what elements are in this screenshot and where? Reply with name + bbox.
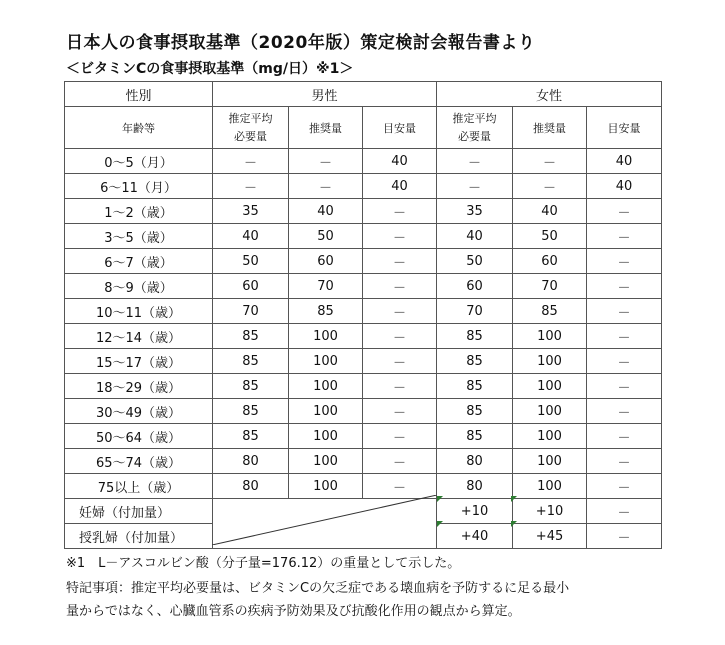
age-cell[interactable]: 15～17（歳） <box>65 349 213 374</box>
value-cell[interactable]: － <box>363 274 437 299</box>
value-cell[interactable]: 100 <box>289 399 363 424</box>
cell-marker-icon <box>511 496 517 502</box>
value-cell[interactable]: － <box>587 449 662 474</box>
value-cell[interactable]: － <box>437 174 513 199</box>
ear-line2: 必要量 <box>234 129 267 143</box>
table-row <box>65 399 662 424</box>
value-cell[interactable]: － <box>587 224 662 249</box>
value-cell[interactable]: 85 <box>437 399 513 424</box>
female-ai-header[interactable]: 目安量 <box>587 107 662 149</box>
value-cell[interactable]: 35 <box>213 199 289 224</box>
value-cell[interactable]: － <box>289 174 363 199</box>
special-note-line2: 量からではなく、心臓血管系の疾病予防効果及び抗酸化作用の観点から算定。 <box>66 604 521 619</box>
value-cell[interactable]: － <box>513 174 587 199</box>
value-cell[interactable]: 85 <box>213 349 289 374</box>
value-cell[interactable]: － <box>363 249 437 274</box>
value-cell[interactable]: 50 <box>213 249 289 274</box>
age-header[interactable]: 年齢等 <box>65 107 213 149</box>
value-cell[interactable]: 100 <box>289 424 363 449</box>
male-rda-header[interactable]: 推奨量 <box>289 107 363 149</box>
ear-line2: 必要量 <box>458 129 492 143</box>
age-cell[interactable]: 30～49（歳） <box>65 399 213 424</box>
value-cell[interactable]: － <box>363 424 437 449</box>
value-cell[interactable]: 100 <box>289 374 363 399</box>
value-cell[interactable]: 100 <box>513 449 587 474</box>
table-row <box>65 249 662 274</box>
value-cell[interactable]: － <box>213 174 289 199</box>
value-cell[interactable]: 50 <box>437 249 513 274</box>
age-cell[interactable]: 8～9（歳） <box>65 274 213 299</box>
age-cell[interactable]: 0～5（月） <box>65 149 213 174</box>
value-cell[interactable]: +10 <box>513 499 587 524</box>
age-cell[interactable]: 50～64（歳） <box>65 424 213 449</box>
cell-marker-icon <box>511 521 517 527</box>
cell-marker-icon <box>437 521 443 527</box>
header-row-sex <box>65 82 662 107</box>
value-cell[interactable]: 40 <box>213 224 289 249</box>
table-row <box>65 174 662 199</box>
value-cell[interactable]: 85 <box>437 324 513 349</box>
value-cell[interactable]: 100 <box>513 324 587 349</box>
value-cell[interactable]: － <box>587 424 662 449</box>
value-cell[interactable]: 40 <box>363 174 437 199</box>
female-header[interactable]: 女性 <box>437 82 662 107</box>
value-cell[interactable]: － <box>587 374 662 399</box>
value-cell[interactable]: 40 <box>363 149 437 174</box>
age-cell[interactable]: 10～11（歳） <box>65 299 213 324</box>
age-cell[interactable]: 6～7（歳） <box>65 249 213 274</box>
value-cell[interactable]: － <box>363 349 437 374</box>
value-cell[interactable]: 100 <box>289 449 363 474</box>
table-row <box>65 474 662 499</box>
footnote-1: ※1 L－アスコルビン酸（分子量=176.12）の重量として示した。 <box>66 556 461 571</box>
value-cell[interactable]: 70 <box>437 299 513 324</box>
female-rda-header[interactable]: 推奨量 <box>513 107 587 149</box>
value-cell[interactable]: 50 <box>289 224 363 249</box>
value-cell[interactable]: 60 <box>437 274 513 299</box>
value-cell[interactable]: － <box>363 449 437 474</box>
value-cell[interactable]: 40 <box>289 199 363 224</box>
value-cell[interactable]: － <box>363 474 437 499</box>
table-row <box>65 424 662 449</box>
value-cell[interactable]: － <box>587 199 662 224</box>
value-cell[interactable]: － <box>587 274 662 299</box>
value-cell[interactable]: 100 <box>289 474 363 499</box>
value-cell[interactable]: 85 <box>437 349 513 374</box>
value-cell[interactable]: 85 <box>513 299 587 324</box>
value-cell[interactable]: － <box>363 224 437 249</box>
sex-header[interactable]: 性別 <box>65 82 213 107</box>
value-cell[interactable]: 60 <box>289 249 363 274</box>
vitamin-c-table <box>64 81 662 549</box>
value-cell[interactable]: 85 <box>213 424 289 449</box>
value-cell[interactable]: 85 <box>213 399 289 424</box>
value-cell[interactable]: － <box>587 299 662 324</box>
value-cell[interactable]: 85 <box>437 424 513 449</box>
value-cell[interactable]: － <box>587 249 662 274</box>
value-cell[interactable]: 35 <box>437 199 513 224</box>
page-title: 日本人の食事摂取基準（2020年版）策定検討会報告書より <box>66 33 536 53</box>
value-cell[interactable]: － <box>363 374 437 399</box>
age-cell[interactable]: 3～5（歳） <box>65 224 213 249</box>
value-cell[interactable]: 70 <box>513 274 587 299</box>
ear-line1: 推定平均 <box>228 111 273 125</box>
value-cell[interactable]: +45 <box>513 524 587 549</box>
table-row <box>65 449 662 474</box>
value-cell[interactable]: +10 <box>437 499 513 524</box>
value-cell[interactable]: － <box>363 324 437 349</box>
age-cell[interactable]: 1～2（歳） <box>65 199 213 224</box>
value-cell[interactable]: 50 <box>513 224 587 249</box>
table-row <box>65 324 662 349</box>
value-cell[interactable]: 60 <box>513 249 587 274</box>
value-cell[interactable]: － <box>213 149 289 174</box>
value-cell[interactable]: 85 <box>289 299 363 324</box>
value-cell[interactable]: － <box>513 149 587 174</box>
value-cell[interactable]: 80 <box>213 474 289 499</box>
value-cell[interactable]: － <box>587 349 662 374</box>
value-cell[interactable]: 100 <box>513 349 587 374</box>
table-row <box>65 499 662 524</box>
table-row <box>65 274 662 299</box>
value-cell[interactable]: 100 <box>513 374 587 399</box>
value-cell[interactable]: － <box>363 399 437 424</box>
value-cell[interactable]: 85 <box>213 324 289 349</box>
cell-marker-icon <box>437 496 443 502</box>
table-subtitle: ＜ビタミンCの食事摂取基準（mg/日）※1＞ <box>66 61 354 77</box>
table-row <box>65 224 662 249</box>
value-cell[interactable]: 60 <box>213 274 289 299</box>
value-cell[interactable]: +40 <box>437 524 513 549</box>
value-cell[interactable]: － <box>587 399 662 424</box>
age-cell[interactable]: 65～74（歳） <box>65 449 213 474</box>
value-cell[interactable]: 85 <box>437 374 513 399</box>
value-cell[interactable]: － <box>289 149 363 174</box>
age-cell[interactable]: 12～14（歳） <box>65 324 213 349</box>
value-cell[interactable]: － <box>587 499 662 524</box>
value-cell[interactable]: － <box>437 149 513 174</box>
value-cell[interactable]: － <box>363 199 437 224</box>
female-ear-header[interactable] <box>437 107 513 149</box>
value-cell[interactable]: 40 <box>437 224 513 249</box>
table-row <box>65 299 662 324</box>
value-cell[interactable]: 100 <box>513 424 587 449</box>
value-cell[interactable]: 100 <box>289 324 363 349</box>
header-row-metrics <box>65 107 662 149</box>
extra-label-cell[interactable]: 授乳婦（付加量） <box>65 524 213 549</box>
value-cell[interactable]: 80 <box>213 449 289 474</box>
value-cell[interactable]: 100 <box>513 474 587 499</box>
age-cell[interactable]: 75以上（歳） <box>65 474 213 499</box>
ear-line1: 推定平均 <box>452 111 497 125</box>
table-row <box>65 374 662 399</box>
male-ai-header[interactable]: 目安量 <box>363 107 437 149</box>
age-cell[interactable]: 18～29（歳） <box>65 374 213 399</box>
table-row <box>65 149 662 174</box>
special-note-line1: 特記事項：推定平均必要量は、ビタミンCの欠乏症である壊血病を予防するに足る最小 <box>66 581 570 596</box>
value-cell[interactable]: － <box>587 524 662 549</box>
value-cell[interactable]: － <box>587 324 662 349</box>
value-cell[interactable]: 85 <box>213 374 289 399</box>
empty-merged-cell[interactable] <box>213 499 437 549</box>
value-cell[interactable]: － <box>587 474 662 499</box>
value-cell[interactable]: 70 <box>213 299 289 324</box>
value-cell[interactable]: － <box>363 299 437 324</box>
value-cell[interactable]: 40 <box>587 174 662 199</box>
value-cell[interactable]: 80 <box>437 474 513 499</box>
table-row <box>65 199 662 224</box>
table-row <box>65 349 662 374</box>
value-cell[interactable]: 40 <box>513 199 587 224</box>
extra-label-cell[interactable]: 妊婦（付加量） <box>65 499 213 524</box>
value-cell[interactable]: 70 <box>289 274 363 299</box>
value-cell[interactable]: 40 <box>587 149 662 174</box>
value-cell[interactable]: 100 <box>513 399 587 424</box>
value-cell[interactable]: 100 <box>289 349 363 374</box>
male-ear-header[interactable] <box>213 107 289 149</box>
age-cell[interactable]: 6～11（月） <box>65 174 213 199</box>
male-header[interactable]: 男性 <box>213 82 437 107</box>
value-cell[interactable]: 80 <box>437 449 513 474</box>
